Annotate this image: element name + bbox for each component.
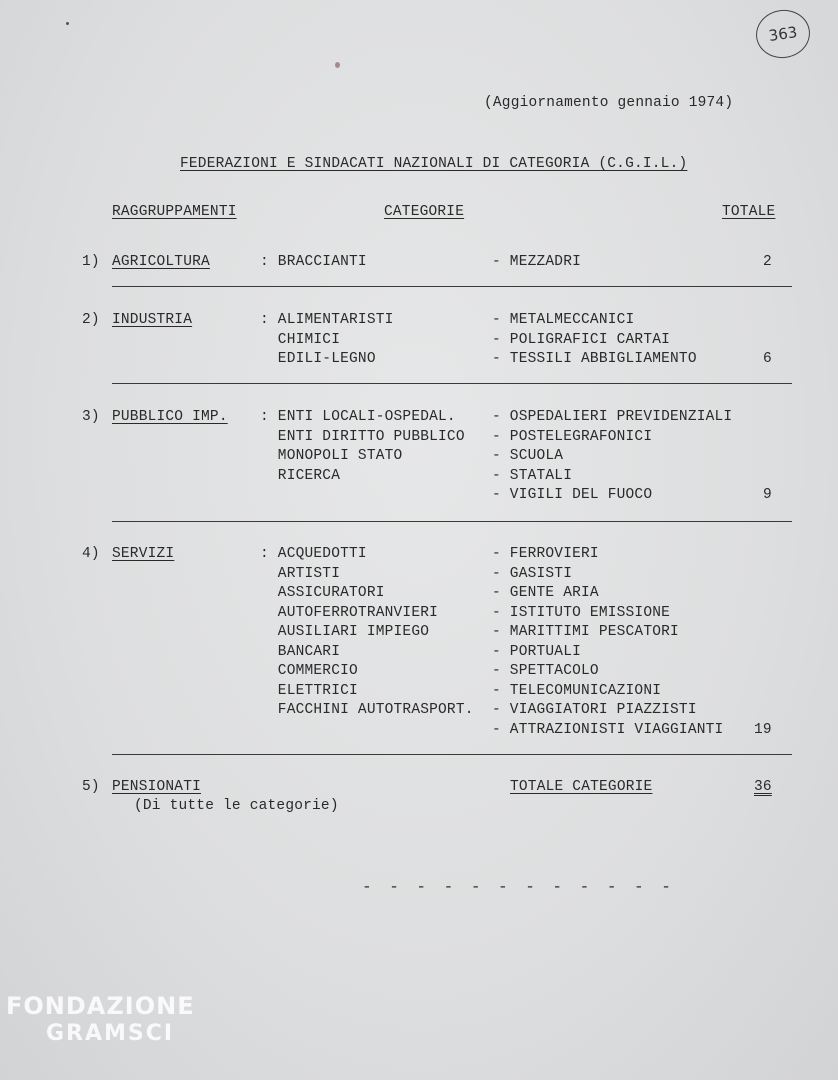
section-divider	[112, 383, 792, 384]
group-number: 4)	[82, 546, 100, 562]
category-right: - OSPEDALIERI PREVIDENZIALI	[492, 409, 733, 425]
page-title: FEDERAZIONI E SINDACATI NAZIONALI DI CATEGORIA (C.G.I.L.)	[180, 156, 688, 172]
category-left: ENTI DIRITTO PUBBLICO	[260, 428, 465, 445]
watermark-line2: GRAMSCI	[46, 1021, 175, 1046]
category-left: : BRACCIANTI	[260, 254, 367, 270]
closing-dashes: - - - - - - - - - - - -	[362, 878, 675, 896]
category-left: COMMERCIO	[260, 663, 358, 679]
category-right: - GASISTI	[492, 565, 573, 582]
category-left: ASSICURATORI	[260, 585, 385, 601]
category-right: - ISTITUTO EMISSIONE	[492, 604, 671, 621]
group-total: 9	[763, 487, 772, 503]
section-divider	[112, 521, 792, 522]
category-left: : ACQUEDOTTI	[260, 546, 367, 562]
grand-total-value: 36	[754, 779, 772, 795]
category-right: - SCUOLA	[492, 448, 564, 464]
category-left: MONOPOLI STATO	[260, 448, 403, 464]
category-right: - POSTELEGRAFONICI	[492, 428, 653, 445]
fondazione-gramsci-watermark	[6, 992, 195, 1048]
group-number: 5)	[82, 779, 100, 795]
group-name: SERVIZI	[112, 546, 175, 562]
group-total: 6	[763, 351, 772, 367]
section-divider	[112, 754, 792, 755]
category-left: AUTOFERROTRANVIERI	[260, 604, 439, 621]
category-right: - TESSILI ABBIGLIAMENTO	[492, 351, 697, 367]
category-left: ARTISTI	[260, 565, 341, 582]
category-left: FACCHINI AUTOTRASPORT.	[260, 702, 474, 718]
category-right: - MEZZADRI	[492, 254, 582, 270]
watermark-line1: FONDAZIONE	[6, 992, 195, 1020]
category-right: - MARITTIMI PESCATORI	[492, 624, 679, 640]
category-right: - TELECOMUNICAZIONI	[492, 682, 662, 699]
category-right: - GENTE ARIA	[492, 585, 599, 601]
group-total: 19	[754, 721, 772, 738]
group-name: INDUSTRIA	[112, 312, 193, 328]
category-left: : ALIMENTARISTI	[260, 312, 394, 328]
header-categories: CATEGORIE	[384, 204, 465, 220]
category-left: CHIMICI	[260, 331, 341, 348]
category-right: - PORTUALI	[492, 643, 582, 660]
paper-speck	[66, 22, 69, 25]
header-group: RAGGRUPPAMENTI	[112, 204, 237, 220]
update-note: (Aggiornamento gennaio 1974)	[484, 95, 734, 111]
group-number: 2)	[82, 312, 100, 328]
category-right: - SPETTACOLO	[492, 663, 599, 679]
category-right: - VIGILI DEL FUOCO	[492, 487, 653, 503]
group-number: 3)	[82, 409, 100, 425]
category-right: - FERROVIERI	[492, 546, 599, 562]
group-total: 2	[763, 254, 772, 270]
category-right: - POLIGRAFICI CARTAI	[492, 331, 671, 348]
category-left: BANCARI	[260, 643, 341, 660]
category-right: - VIAGGIATORI PIAZZISTI	[492, 702, 697, 718]
category-right: - ATTRAZIONISTI VIAGGIANTI	[492, 721, 724, 738]
group-name: PENSIONATI	[112, 779, 202, 795]
category-left: : ENTI LOCALI-OSPEDAL.	[260, 409, 456, 425]
paper-speck	[335, 62, 340, 68]
category-right: - STATALI	[492, 467, 573, 484]
category-right: - METALMECCANICI	[492, 312, 635, 328]
group-number: 1)	[82, 254, 100, 270]
category-left: RICERCA	[260, 467, 341, 484]
group-name: AGRICOLTURA	[112, 254, 210, 270]
category-left: AUSILIARI IMPIEGO	[260, 624, 430, 640]
grand-total-label: TOTALE CATEGORIE	[510, 779, 653, 795]
section-divider	[112, 286, 792, 287]
category-left: ELETTRICI	[260, 682, 358, 699]
page-number-stamp: 363	[753, 6, 813, 61]
pensioners-note: (Di tutte le categorie)	[134, 798, 339, 814]
group-name: PUBBLICO IMP.	[112, 409, 228, 425]
category-left: EDILI-LEGNO	[260, 351, 376, 367]
header-total: TOTALE	[722, 204, 776, 220]
